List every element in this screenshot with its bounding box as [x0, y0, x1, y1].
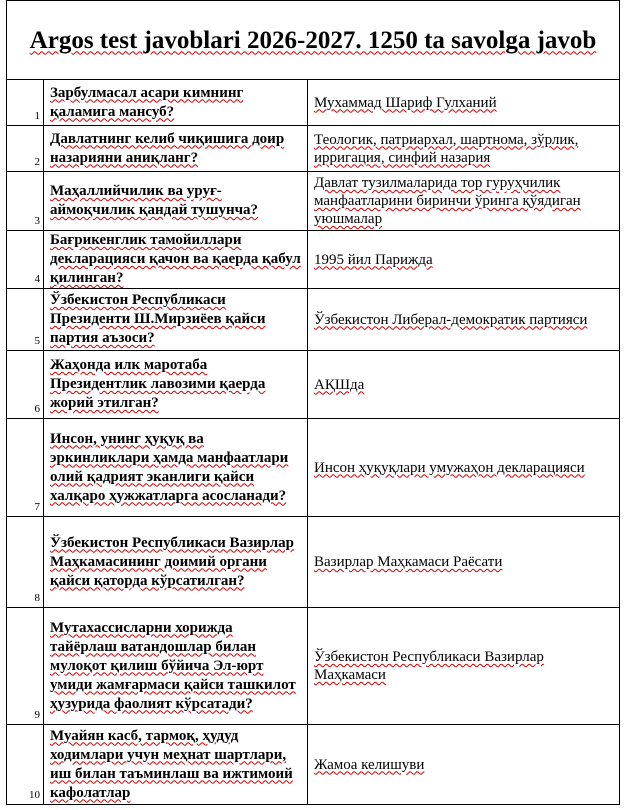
table-row	[7, 608, 620, 725]
answer-cell: Давлат тузилмаларида тор гуруҳчилик манфаатларини биринчи ўринга қўядиган уюшмалар	[308, 172, 620, 231]
question-cell: Маҳаллийчилик ва уруғ-аймоқчилик қандай тушунча?	[44, 172, 308, 231]
question-cell: Инсон, унинг ҳуқуқ ва эркинликлари ҳамда манфаатлари олий қадрият эканлиги қайси халқаро ҳужжатларга асосланади?	[44, 419, 308, 517]
row-number: 5	[7, 289, 44, 351]
qa-table	[6, 0, 620, 805]
answer-cell: 1995 йил Парижда	[308, 231, 620, 289]
document-title: Argos test javoblari 2026-2027. 1250 ta savolga javob	[29, 26, 597, 54]
row-number: 3	[7, 172, 44, 231]
question-cell: Зарбулмасал асари кимнинг қаламига мансуб?	[44, 80, 308, 126]
question-cell: Мутахассисларни хорижда тайёрлаш ватандошлар билан мулоқот қилиш бўйича Эл-юрт умиди жамғармаси қайси ташкилот ҳузурида фаолият кўрсатади?	[44, 608, 308, 725]
answer-cell: Теологик, патриархал, шартнома, зўрлик, ирригация, синфий назария	[308, 126, 620, 172]
row-number: 10	[7, 725, 44, 805]
answer-cell: Ўзбекистон Республикаси Вазирлар Маҳкамаси	[308, 608, 620, 725]
row-number: 9	[7, 608, 44, 725]
title-cell	[7, 1, 620, 80]
answer-cell: АҚШда	[308, 351, 620, 419]
row-number: 7	[7, 419, 44, 517]
row-number: 4	[7, 231, 44, 289]
row-number: 2	[7, 126, 44, 172]
answer-cell: Вазирлар Маҳкамаси Раёсати	[308, 517, 620, 608]
table-row	[7, 126, 620, 172]
table-row	[7, 80, 620, 126]
question-cell: Ўзбекистон Республикаси Вазирлар Маҳкамасининг доимий органи қайси қаторда кўрсатилган?	[44, 517, 308, 608]
table-row	[7, 725, 620, 805]
table-row	[7, 517, 620, 608]
question-cell: Муайян касб, тармоқ, ҳудуд ходимлари учун меҳнат шартлари, иш билан таъминлаш ва ижтимоий кафолатлар	[44, 725, 308, 805]
row-number: 6	[7, 351, 44, 419]
table-row	[7, 231, 620, 289]
row-number: 1	[7, 80, 44, 126]
question-cell: Ўзбекистон Республикаси Президенти Ш.Мирзиёев қайси партия аъзоси?	[44, 289, 308, 351]
answer-cell: Мухаммад Шариф Гулханий	[308, 80, 620, 126]
table-row	[7, 419, 620, 517]
question-cell: Бағрикенглик тамойиллари декларацияси қачон ва қаерда қабул қилинган?	[44, 231, 308, 289]
table-row	[7, 289, 620, 351]
table-row	[7, 172, 620, 231]
table-row	[7, 351, 620, 419]
question-cell: Давлатнинг келиб чиқишига доир назарияни аниқланг?	[44, 126, 308, 172]
answer-cell: Жамоа келишуви	[308, 725, 620, 805]
question-cell: Жаҳонда илк маротаба Президентлик лавозими қаерда жорий этилган?	[44, 351, 308, 419]
answer-cell: Ўзбекистон Либерал-демократик партияси	[308, 289, 620, 351]
title-row	[7, 1, 620, 80]
answer-cell: Инсон ҳуқуқлари умужаҳон декларацияси	[308, 419, 620, 517]
row-number: 8	[7, 517, 44, 608]
